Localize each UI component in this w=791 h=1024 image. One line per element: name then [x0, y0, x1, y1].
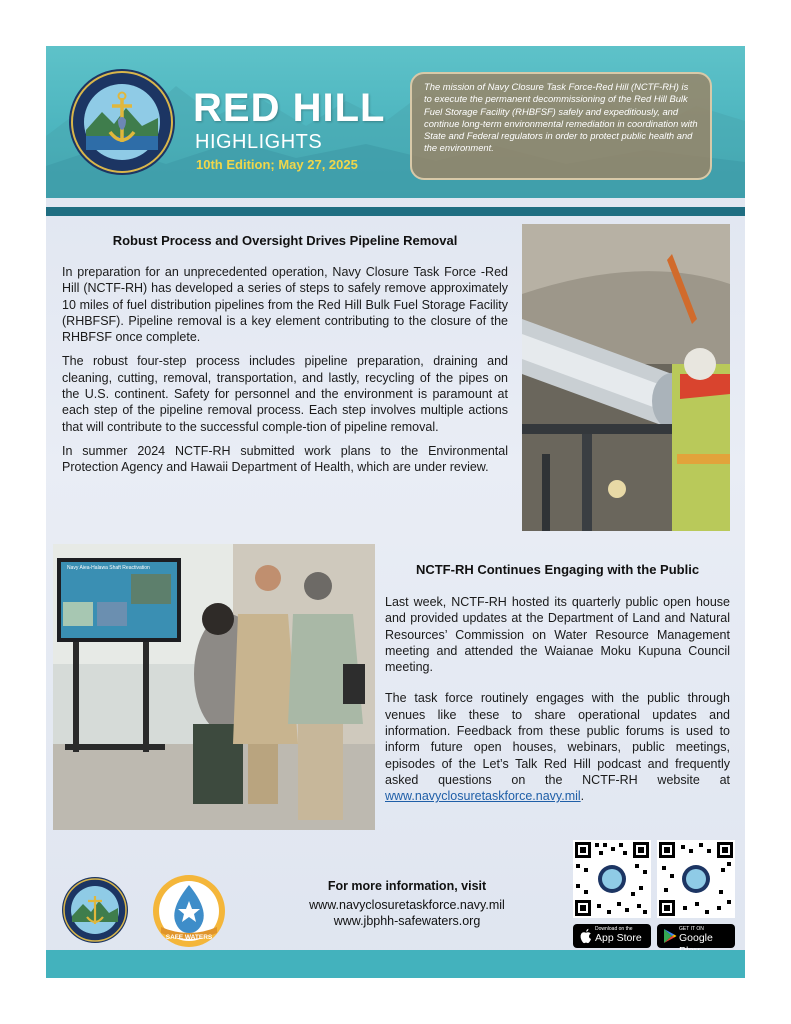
more-info-block [282, 878, 532, 929]
google-play-badge[interactable] [657, 924, 735, 948]
apple-icon [579, 928, 593, 944]
article2-title: NCTF-RH Continues Engaging with the Public [415, 562, 700, 577]
app-store-qr-code[interactable] [573, 840, 651, 918]
more-info-heading: For more information, visit [327, 879, 487, 893]
article2-body [385, 594, 730, 805]
article1-paragraph: In preparation for an unprecedented operation, Navy Closure Task Force -Red Hill (NCTF-RH) has developed a series of steps to safely remove approximately 10 miles of fuel distribution pipelines from the Red Hill Bulk Fuel Storage Facility (RHBFSF). Pipeline removal is a key element contributing to the closure of the RHBFSF once complete. [62, 265, 508, 345]
link-suffix: . [580, 789, 585, 804]
safe-waters-label: SAFE WATERS [165, 934, 213, 941]
article2-paragraph-text: The task force routinely engages with the public through venues like these to share operational updates and information. Feedback from these public forums is used to inform future open houses, webinars, public meetings, episodes of the Let’s Talk Red Hill podcast and frequently asked questions on the NCTF-RH website at [385, 691, 730, 787]
article1-body [62, 264, 508, 484]
article2-paragraph-with-link [385, 690, 730, 804]
public-open-house-photo [53, 544, 375, 830]
screen-caption: Navy Aiea-Halawa Shaft Reactivation [67, 565, 150, 571]
task-force-website-link[interactable]: www.navyclosuretaskforce.navy.mil [385, 789, 581, 804]
app-store-label: App Store [595, 932, 642, 944]
google-play-label: Google [679, 932, 713, 944]
google-play-small-label: GET IT ON [679, 926, 704, 932]
newsletter-subtitle: HIGHLIGHTS [195, 131, 323, 153]
article2-paragraph: Last week, NCTF-RH hosted its quarterly public open house and provided updates at the Department of Land and Natural Resources’ Commission on Water Resource Management meeting and attended the Waianae Moku Kupuna Council meeting. [385, 595, 730, 675]
safewaters-url[interactable]: www.jbphh-safewaters.org [333, 914, 481, 928]
footer-bar [46, 950, 745, 978]
header-divider [46, 207, 745, 216]
mission-statement: The mission of Navy Closure Task Force-Red Hill (NCTF-RH) is to execute the permanent decommissioning of the Red Hill Bulk Fuel Storage Facility (RHBFSF) safely and expeditiously, and continue long-term environmental remediation in coordination with State and Federal regulators in order to protect public health and the environment. [410, 72, 712, 180]
app-store-badge[interactable] [573, 924, 651, 948]
footer-task-force-seal [61, 876, 129, 944]
article1-paragraph: The robust four-step process includes pipeline preparation, draining and cleaning, cutting, removal, transportation, and lastly, recycling of the pipes on the U.S. continent. Safety for personnel and the environment is paramount at each step of the pipeline removal process. Each step involves multiple actions that will contribute to the successful comple-tion of pipeline removal. [62, 354, 508, 434]
navy-closure-task-force-seal [68, 68, 176, 176]
pipeline-removal-photo [522, 224, 730, 531]
newsletter-title: RED HILL [193, 86, 386, 130]
google-play-icon [663, 928, 677, 944]
edition-date: 10th Edition; May 27, 2025 [196, 157, 358, 172]
navy-closure-url[interactable]: www.navyclosuretaskforce.navy.mil [309, 898, 505, 912]
safe-waters-logo [151, 873, 227, 949]
app-store-small-label: Download on the [595, 926, 633, 932]
article1-paragraph: In summer 2024 NCTF-RH submitted work plans to the Environmental Protection Agency and Hawaii Department of Health, which are under review. [62, 443, 508, 475]
article1-title: Robust Process and Oversight Drives Pipeline Removal [112, 233, 458, 248]
google-play-qr-code[interactable] [657, 840, 735, 918]
